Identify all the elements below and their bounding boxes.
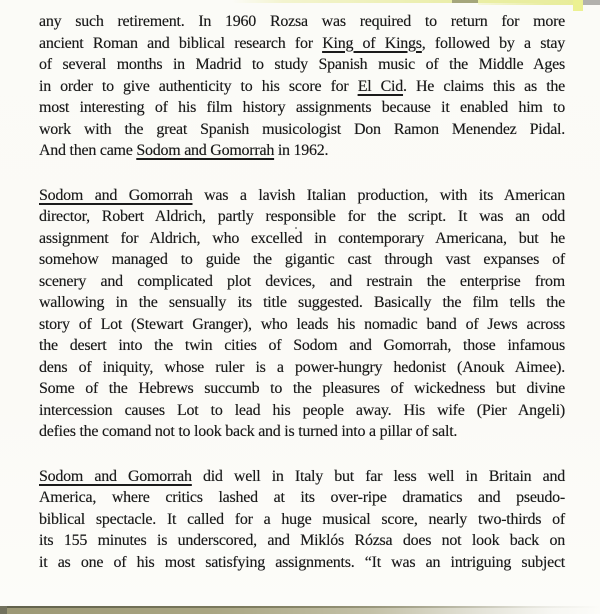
text-run: any such retirement. In 1960 Rozsa was required to return for more [39,13,565,30]
text-run: in 1962. [274,142,329,159]
text-line [39,292,565,314]
text-line [39,228,565,250]
text-line [39,249,565,271]
text-line [39,185,565,207]
paragraph [39,11,565,162]
text-line [39,76,565,98]
text-line [39,509,565,531]
text-line [39,54,565,76]
text-run: of several months in Madrid to study Spanish music of the Middle Ages [39,56,565,73]
text-run: wallowing in the sensually its title suggested. Basically the film tells the [39,294,565,311]
scan-edge-bottom-corner [0,606,7,614]
text-run: Some of the Hebrews succumb to the pleasures of wickedness but divine [39,380,565,397]
scan-edge-bottom-line [0,606,600,608]
underlined-film-title: El Cid [357,77,404,95]
text-line [39,552,565,574]
text-run: was a lavish Italian production, with its American [192,186,565,204]
text-line [39,357,565,379]
text-line [39,271,565,293]
underlined-film-title: Sodom and Gomorrah [39,186,193,204]
text-line [39,206,565,228]
underlined-film-title: King of Kings [322,34,422,52]
text-run: intercession causes Lot to lead his people away. His wife (Pier Angeli) [39,401,565,419]
text-run: , followed by a stay [421,34,565,52]
text-line [39,33,565,55]
text-run: director, Robert Aldrich, partly responsible for the script. It was an odd [39,208,565,225]
text-run: dens of iniquity, whose ruler is a power-hungry hedonist (Anouk Aimee). [39,358,565,376]
text-run: ancient Roman and biblical research for [39,34,323,52]
text-line [39,378,565,400]
underlined-film-title: Sodom and Gomorrah [136,142,275,159]
text-run: And then came [39,142,137,159]
text-run: story of Lot (Stewart Granger), who leads his nomadic band of Jews across [39,315,565,333]
underlined-film-title: Sodom and Gomorrah [39,467,192,485]
text-run: scenery and complicated plot devices, and restrain the enterprise from [39,272,565,290]
text-line [39,487,565,509]
text-run: most interesting of his film history assignments because it enabled him to [39,99,565,116]
text-line [39,466,565,488]
text-block [39,11,565,596]
text-run: its 155 minutes is underscored, and Miklós Rózsa does not look back on [39,532,565,549]
text-run: it as one of his most satisfying assignments. “It was an intriguing subject [39,553,565,571]
text-run: America, where critics lashed at its over-ripe dramatics and pseudo- [39,489,565,506]
text-line [39,97,565,119]
text-line [39,140,565,162]
scan-corner-grey [583,0,600,5]
scan-speck [295,227,297,229]
text-run: did well in Italy but far less well in Britain and [191,467,566,485]
text-run: work with the great Spanish musicologist Don Ramon Menendez Pidal. [39,120,565,138]
text-run: somehow managed to guide the gigantic cast through vast expanses of [39,251,565,268]
text-line [39,119,565,141]
text-line [39,11,565,33]
paragraph [39,185,565,443]
text-run: biblical spectacle. It called for a huge musical score, nearly two-thirds of [39,510,565,528]
scan-corner-yellow [573,0,583,11]
text-run: the desert into the twin cities of Sodom and Gomorrah, those infamous [39,337,565,354]
text-line [39,314,565,336]
text-run: . He claims this as the [403,77,566,95]
text-line [39,400,565,422]
text-line [39,421,565,443]
text-run: defies the comand not to look back and is turned into a pillar of salt. [39,423,458,440]
text-run: assignment for Aldrich, who excelled in contemporary Americana, but he [39,229,565,247]
text-line [39,530,565,552]
paragraph [39,466,565,574]
scan-edge-top-smudge [452,0,478,3]
text-run: in order to give authenticity to his score for [39,77,358,95]
text-line [39,335,565,357]
